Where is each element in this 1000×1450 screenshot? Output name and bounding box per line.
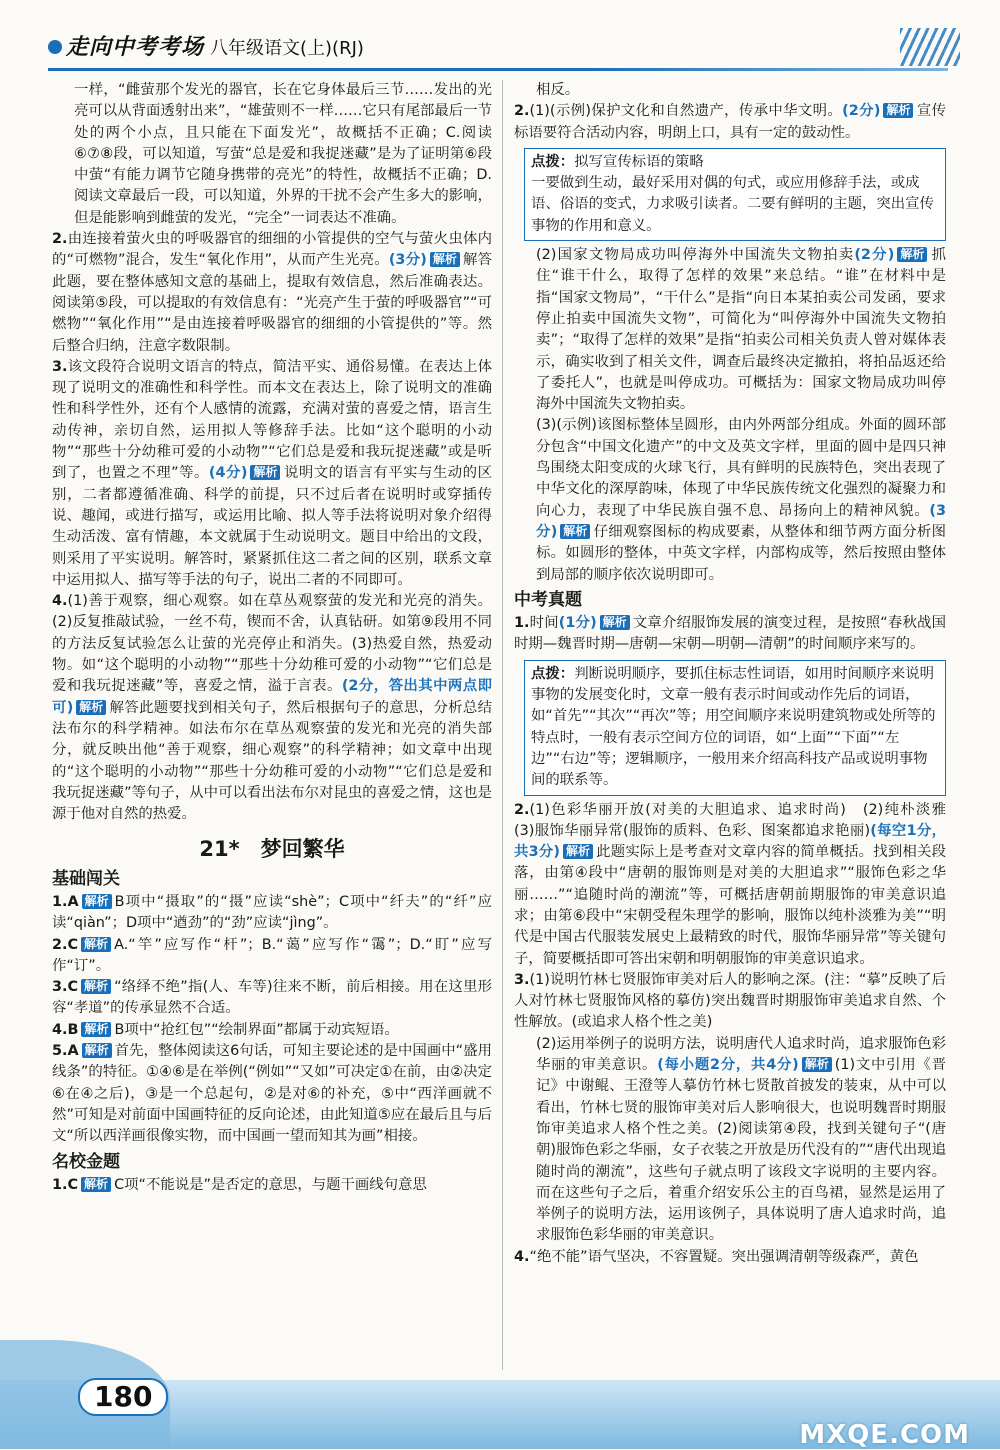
school-item-2-part2: (2)国家文物局成功叫停海外中国流失文物拍卖(2分) 解析 抓住“谁干什么，取得了怎样的效果”来总结。“谁”在材料中是指“国家文物局”，“干什么”是指“向日本某拍卖公司发函，要求停止拍卖中国流失文物”，可简化为“叫停海外中国流失文物拍卖”；“取得了怎样的效果”是指“拍卖公司相关负责人曾对媒体表示，确实收到了相关文件，调查后最终决定撤拍，将拍品返还给了委托人”，也就是叫停成功。可概括为：国家文物局成功叫停海外中国流失文物拍卖。 (536, 247, 946, 413)
tip-box (524, 148, 946, 241)
tip-label: 点拨： (531, 153, 575, 170)
tip-body: 判断说明顺序，要抓住标志性词语，如用时间顺序来说明事物的发展变化时，文章一般有表示时间或动作先后的词语，如“首先”“其次”“再次”等；用空间顺序来说明建筑物或处所等的特点时，一般有表示空间方位的词语，如“上面”“下面”“左边”“右边”等；逻辑顺序，一般用来介绍高科技产品或说明事物间的联系等。 (531, 665, 936, 789)
tip-body: 一要做到生动，最好采用对偶的句式，或应用修辞手法，或成语、俗语的变式，力求吸引读者。二要有鲜明的主题，突出宣传事物的作用和意义。 (531, 175, 934, 234)
exam-item-4: 4.“绝不能”语气坚决，不容置疑。突出强调清朝等级森严，黄色 (514, 1248, 919, 1265)
answer-item-4: 4.(1)善于观察，细心观察。如在草丛观察萤的发光和光亮的消失。(2)反复推敲试验，一丝不苟，锲而不舍，认真钻研。如第⑨段用不同的方法反复试验怎么让萤的光亮停止和消失。(3)热爱自然，热爱动物。如“这个聪明的小动物”“那些十分幼稚可爱的小动物”“它们总是爱和我玩捉迷藏”等，喜爱之情，溢于言表。(2分，答出其中两点即可) 解析 解答此题要找到相关句子，然后根据句子的意思，分析总结法布尔的科学精神。如法布尔在草丛观察萤的发光和光亮的消失部分，就反映出他“善于观察，细心观察”的科学精神；如文章中出现的“这个聪明的小动物”“那些十分幼稚可爱的小动物”“它们总是爱和我玩捉迷藏”等句子，从中可以看出法布尔对昆虫的喜爱之情，这也是源于他对自然的热爱。 (52, 593, 493, 823)
watermark: MXQE.COM (799, 1420, 970, 1450)
score-label: (2分) (842, 103, 881, 120)
section-heading-school: 名校金题 (52, 1151, 120, 1172)
score-label: (3分) (536, 502, 946, 540)
score-label: (2分) (854, 247, 895, 264)
analysis-badge: 解析 (897, 247, 927, 262)
analysis-badge: 解析 (82, 1043, 112, 1058)
school-item-1: 1.C 解析 C项“不能说是”是否定的意思，与题干画线句意思 (52, 1176, 427, 1193)
basic-item-1: 1.A 解析 B项中“摄取”的“摄”应读“shè”；C项中“纤夫”的“纤”应读“qiàn”；D项中“遒劲”的“劲”应读“jìng”。 (52, 893, 492, 932)
answer-item-2: 2.由连接着萤火虫的呼吸器官的细细的小管提供的空气与萤火虫体内的“可燃物”混合，发生“氧化作用”，从而产生光亮。(3分) 解析 解答此题，要在整体感知文意的基础上，提取有效信息，然后准确表达。阅读第⑤段，可以提取的有效信息有：“光亮产生于萤的呼吸器官”“可燃物”“氧化作用”“是由连接着呼吸器官的细细的小管提供的”等。然后整合归纳，注意字数限制。 (52, 231, 492, 354)
basic-item-4: 4.B 解析 B项中“抢红包”“绘制界面”都属于动宾短语。 (52, 1021, 399, 1038)
book-subtitle: 八年级语文(上)(RJ) (210, 38, 364, 59)
page-header (0, 0, 1000, 80)
analysis-badge: 解析 (563, 844, 593, 859)
score-label: (每小题2分，共4分) (657, 1057, 799, 1074)
tip-label: 点拨： (531, 665, 575, 682)
chapter-title: 21* 梦回繁华 (199, 837, 345, 862)
analysis-badge: 解析 (81, 1177, 111, 1192)
answer-item-3: 3.该文段符合说明文语言的特点，简洁平实、通俗易懂。在表达上体现了说明文的准确性和科学性。而本文在表达上，除了说明文的准确性和科学性外，还有个人感情的流露，充满对萤的喜爱之情，语言生动传神，亲切自然，运用拟人等修辞手法。比如“这个聪明的小动物”“那些十分幼稚可爱的小动物”“它们总是爱和我玩捉迷藏”或是听到了，也置之不理”等。(4分) 解析 说明文的语言有平实与生动的区别，二者都遵循准确、科学的前提，只不过后者在说明时或穿插传说、趣闻，或进行描写，或运用比喻、拟人等手法将说明对象介绍得生动活泼、富有情趣，本文就属于生动说明文。题目中给出的文段，则采用了平实说明。解答时，紧紧抓住这二者之间的区别，联系文章中运用拟人、描写等手法的句子，说出二者的不同即可。 (52, 358, 492, 588)
analysis-badge: 解析 (76, 700, 106, 715)
book-brand: 走向中考考场 (66, 35, 205, 60)
decorative-stripes (900, 28, 960, 66)
tip-title: 拟写宣传标语的策略 (574, 153, 704, 170)
page-number: 180 (78, 1378, 168, 1416)
score-label: (2分，答出其中两点即可) (52, 678, 493, 716)
score-label: (3分) (388, 252, 427, 269)
answer-continuation: 相反。 (536, 82, 580, 98)
section-heading-basic: 基础闯关 (52, 868, 120, 889)
analysis-badge: 解析 (600, 615, 630, 630)
analysis-badge: 解析 (81, 937, 111, 952)
analysis-badge: 解析 (560, 524, 590, 539)
analysis-badge: 解析 (82, 894, 112, 909)
school-item-2-part3: (3)(示例)该图标整体呈圆形，由内外两部分组成。外面的圆环部分包含“中国文化遗产”的中文及英文字样，里面的圆中是四只神鸟围绕太阳变成的火球飞行，具有鲜明的民族特色，突出表现了中华文化的深厚韵味，体现了中华民族传统文化强烈的凝聚力和向心力，表现了中华民族自强不息、昂扬向上的精神风貌。(3分) 解析 仔细观察图标的构成要素，从整体和细节两方面分析图标。如圆形的整体，中英文字样，内部构成等，然后按照由整体到局部的顺序依次说明即可。 (536, 417, 946, 583)
section-heading-exam: 中考真题 (514, 589, 582, 610)
basic-item-5: 5.A 解析 首先，整体阅读这6句话，可知主要论述的是中国画中“盛用线条”的特征。①④⑥是在举例(“例如”“又如”可决定①在前，由②决定⑥在④之后)，③是一个总起句，②是对⑥的补充，⑤中“西洋画就不然”可知是对前面中国画特征的反向论述，由此知道⑤应在最后且与后文“所以西洋画很像实物，而中国画一望而知其为画”相接。 (52, 1043, 492, 1145)
analysis-badge: 解析 (802, 1057, 832, 1072)
left-column (52, 80, 492, 1196)
analysis-badge: 解析 (81, 979, 111, 994)
score-label: (4分) (208, 465, 248, 482)
header-divider (48, 68, 948, 71)
exam-item-3: 3.(1)说明竹林七贤服饰审美对后人的影响之深。(注：“摹”反映了后人对竹林七贤服饰风格的摹仿)突出魏晋时期服饰审美追求自然、个性解放。(或追求人格个性之美) (514, 971, 946, 1031)
answer-continuation: 一样，“雌萤那个发光的器官，长在它身体最后三节……发出的光亮可以从背面透射出来”，“雄萤则不一样……它只有尾部最后一节处的两个小点，且只能在下面发光”，故概括不正确；C.阅读⑥⑦⑧段，可以知道，写萤“总是爱和我捉迷藏”是为了证明第⑥段中萤“有能力调节它随身携带的亮光”的特性，故概括不正确；D.阅读文章最后一段，可以知道，外界的干扰不会产生多大的影响，但是能影响到雌萤的发光，“完全”一词表达不准确。 (74, 82, 492, 226)
tip-box (524, 660, 946, 796)
analysis-badge: 解析 (430, 252, 460, 267)
basic-item-2: 2.C 解析 A.“竿”应写作“杆”；B.“蔼”应写作“霭”；D.“盯”应写作“订”。 (52, 936, 492, 974)
exam-item-1: 1.时间(1分) 解析 文章介绍服饰发展的演变过程，是按照“春秋战国时期—魏晋时期—唐朝—宋朝—明朝—清朝”的时间顺序来写的。 (514, 615, 946, 653)
bullet-icon (48, 40, 62, 54)
basic-item-3: 3.C 解析 “络绎不绝”指(人、车等)往来不断，前后相接。用在这里形容“孝道”的传承显然不合适。 (52, 979, 492, 1017)
column-divider (502, 80, 503, 1370)
score-label: (1分) (558, 615, 597, 632)
analysis-badge: 解析 (81, 1022, 111, 1037)
exam-item-2: 2.(1)色彩华丽开放(对美的大胆追求、追求时尚) (2)纯朴淡雅 (3)服饰华丽异常(服饰的质料、色彩、图案都追求艳丽)(每空1分，共3分) 解析 此题实际上是考查对文章内容的简单概括。找到相关段落，由第④段中“唐朝的服饰则是对美的大胆追求”“服饰色彩之华丽……”“追随时尚的潮流”等，可概括唐朝前期服饰的审美意识追求；由第⑥段中“宋朝受程朱理学的影响，服饰以纯朴淡雅为美”“明代是中国古代服装发展史上最精致的时代，服饰华丽异常”等关键句子，简要概括即可答出宋朝和明朝服饰的审美意识追求。 (514, 801, 961, 967)
analysis-badge: 解析 (250, 465, 280, 480)
school-item-2: 2.(1)(示例)保护文化和自然遗产，传承中华文明。(2分) 解析 宣传标语要符合活动内容，明朗上口，具有一定的鼓动性。 (514, 103, 946, 141)
analysis-badge: 解析 (883, 103, 913, 118)
score-label: (每空1分，共3分) (514, 822, 946, 861)
right-column (514, 80, 961, 1268)
exam-item-3-part2: (2)运用举例子的说明方法，说明唐代人追求时尚，追求服饰色彩华丽的审美意识。(每小题2分，共4分) 解析 (1)文中引用《晋记》中谢鲲、王澄等人摹仿竹林七贤散首披发的装束，从中可以看出，竹林七贤的服饰审美对后人影响很大，也说明魏晋时期服饰审美追求人格个性之美。(2)阅读第④段，找到关键句子“(唐朝)服饰色彩之华丽，女子衣装之开放是历代没有的”“唐代出现追随时尚的潮流”，这些句子就点明了该段文字说明的主要内容。而在这些句子之后，着重介绍安乐公主的百鸟裙，显然是运用了举例子的说明方法，运用该例子，具体说明了唐人追求时尚，追求服饰色彩华丽的审美意识。 (536, 1035, 946, 1244)
